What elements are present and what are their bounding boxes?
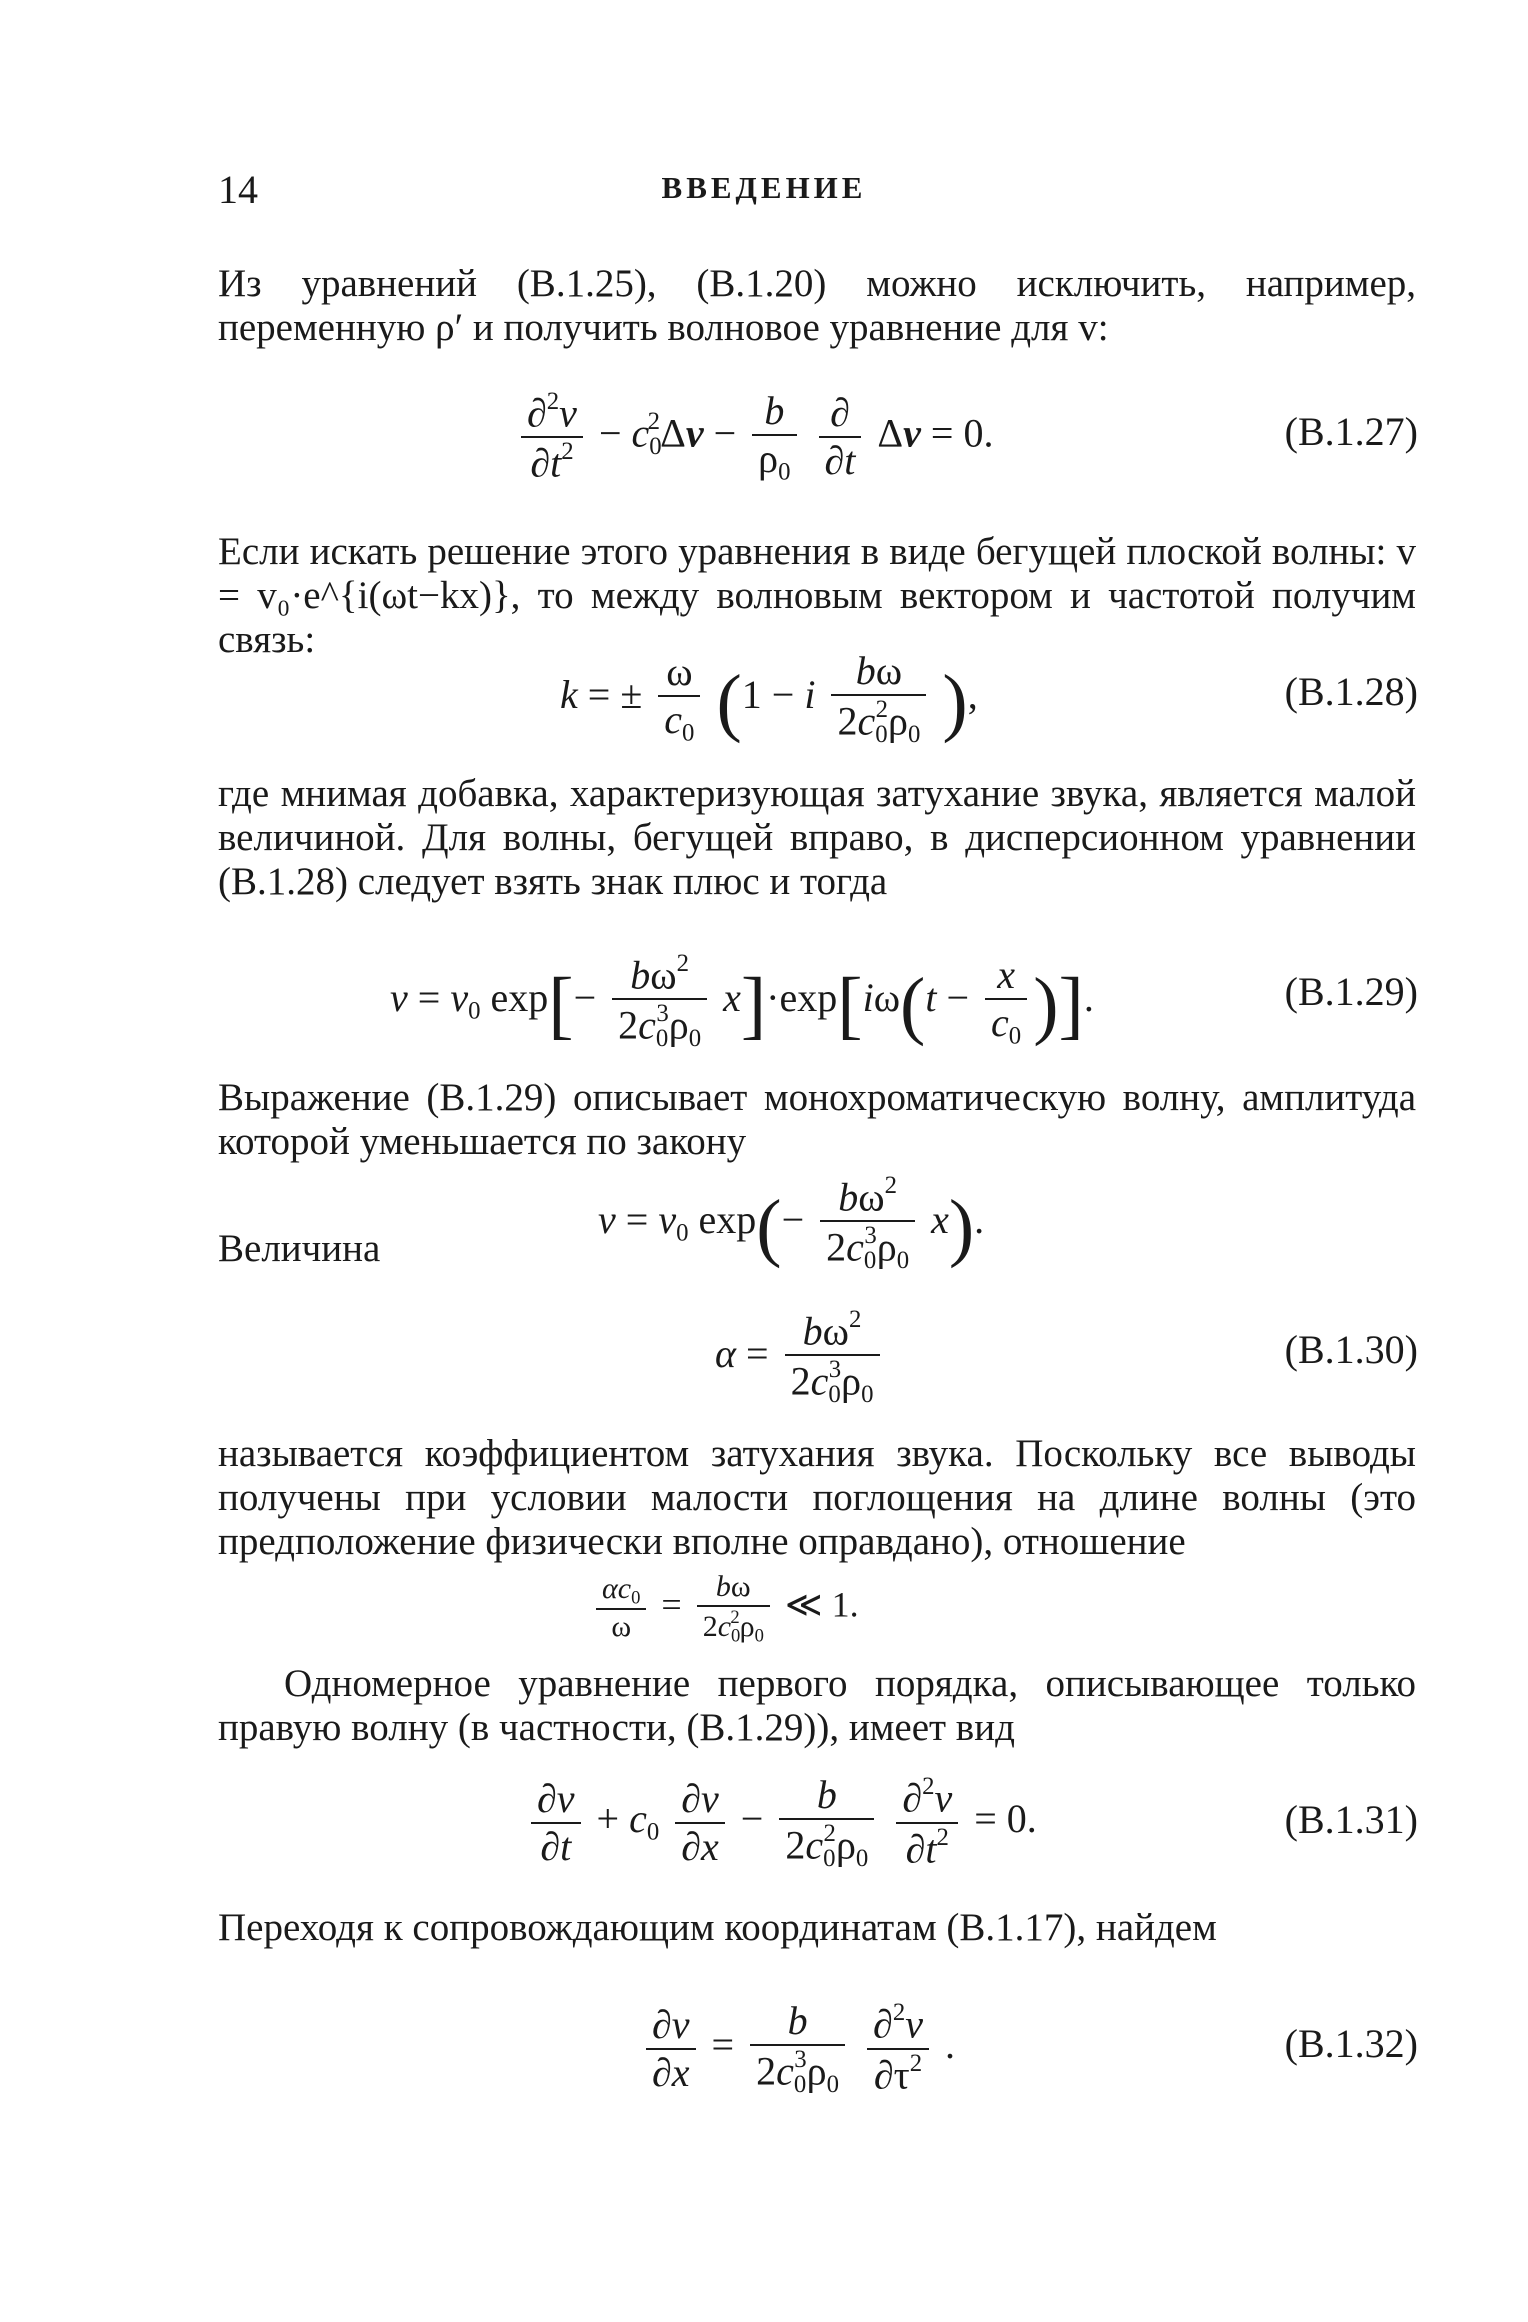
equation-b130: α = $\frac{b\omega^2}{2c_0^3\rho_0}$ xyxy=(715,1306,886,1410)
equation-number-b132: (В.1.32) xyxy=(1284,2021,1418,2066)
paragraph-2-text: Если искать решение этого уравнения в виде бегущей плоской волны: v = v₀·e^{i(ωt−kx)}, то между волновым вектором и частотой получим связь: xyxy=(218,530,1416,661)
paragraph-6-text: называется коэффициентом затухания звука. Поскольку все выводы получены при условии малости поглощения на длине волны (это предположение физически вполне оправдано), отношение xyxy=(218,1432,1416,1563)
equation-number-b131: (В.1.31) xyxy=(1284,1797,1418,1842)
equation-b131: $\frac{\partial v}{\partial t}$ + $c_0$ $\frac{\partial v}{\partial x}$ − $\frac{b}{2c_0^2\rho_0}$ $\frac{\partial^2v}{\partial t^2}$ = 0. xyxy=(525,1772,1037,1873)
equation-number-b127: (В.1.27) xyxy=(1284,409,1418,454)
page-number: 14 xyxy=(218,167,258,212)
paragraph-2 xyxy=(218,530,1416,662)
paragraph-1-text: Из уравнений (В.1.25), (В.1.20) можно исключить, например, переменную ρ′ и получить волновое уравнение для v: xyxy=(218,262,1416,349)
equation-b132: $\frac{\partial v}{\partial x}$ = $\frac{b}{2c_0^3\rho_0}$ $\frac{\partial^2v}{\partial\tau^2}$ . xyxy=(640,1998,955,2099)
paragraph-7-text: Одномерное уравнение первого порядка, описывающее только правую волну (в частности, (В.1.29)), имеет вид xyxy=(218,1662,1416,1749)
equation-ratio: $\frac{\alpha c_0}{\omega}$ = $\frac{b\omega}{2c_0^2\rho_0}$ ≪ 1. xyxy=(590,1570,859,1646)
paragraph-3 xyxy=(218,772,1416,904)
running-title: ВВЕДЕНИЕ xyxy=(661,170,867,205)
paragraph-3-text: где мнимая добавка, характеризующая затухание звука, является малой величиной. Для волны, бегущей вправо, в дисперсионном уравнении (В.1.28) следует взять знак плюс и тогда xyxy=(218,772,1416,903)
equation-amplitude: $v = v_0$ exp(− $\frac{b\omega^2}{2c_0^3\rho_0}$ x). xyxy=(598,1172,985,1275)
paragraph-7 xyxy=(218,1662,1416,1750)
paragraph-8-text: Переходя к сопровождающим координатам (В.1.17), найдем xyxy=(218,1906,1217,1949)
paragraph-4 xyxy=(218,1076,1416,1164)
equation-number-b129: (В.1.29) xyxy=(1284,969,1418,1014)
equation-b129: $v = v_0$ exp[− $\frac{b\omega^2}{2c_0^3\rho_0}$ x]·exp[iω(t − $\frac{x}{c_0}$ )]. xyxy=(390,950,1094,1053)
equation-b127: $\frac{\partial^2v}{\partial t^2}$ − $c_0^2\Delta v$ − $\frac{b}{\rho_0}$ $\frac{\partial}{\partial t}$ Δv = 0. xyxy=(515,388,993,487)
paragraph-6 xyxy=(218,1432,1416,1564)
equation-b128: k = ± $\frac{\omega}{c_0}$ (1 − i $\frac{b\omega}{2c_0^2\rho_0}$ ), xyxy=(560,648,978,748)
paragraph-8 xyxy=(218,1906,1416,1950)
equation-number-b128: (В.1.28) xyxy=(1284,669,1418,714)
equation-number-b130: (В.1.30) xyxy=(1284,1327,1418,1372)
paragraph-1 xyxy=(218,262,1416,350)
label-velichina: Величина xyxy=(218,1227,381,1270)
paragraph-4-text: Выражение (В.1.29) описывает монохроматическую волну, амплитуда которой уменьшается по закону xyxy=(218,1076,1416,1163)
